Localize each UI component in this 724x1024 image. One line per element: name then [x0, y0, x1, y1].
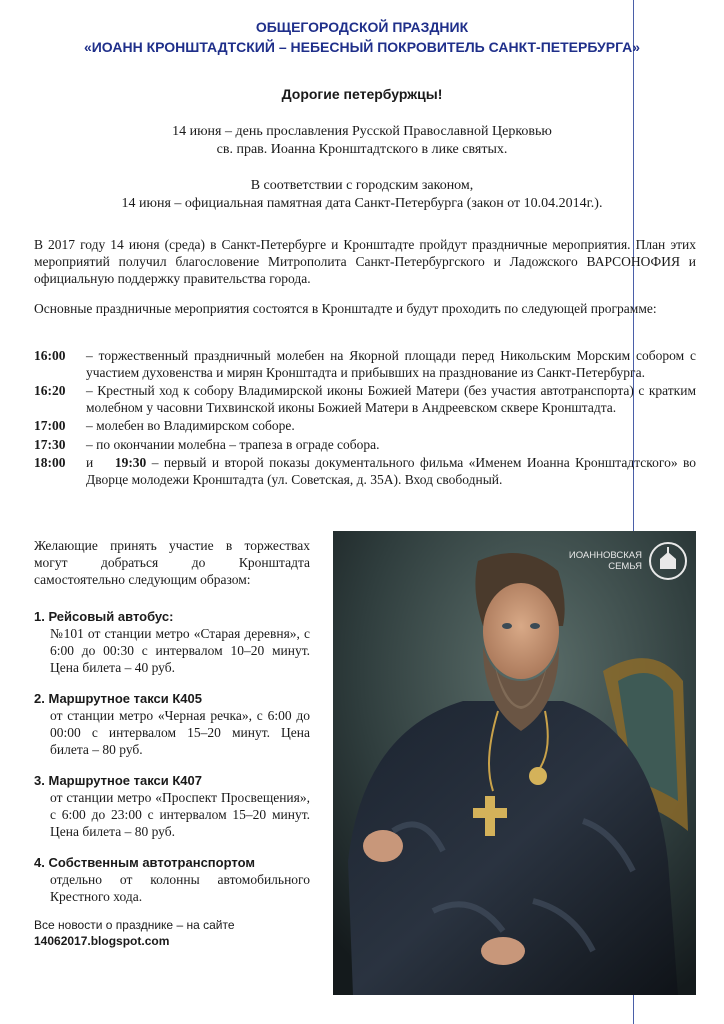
schedule-item: [34, 455, 696, 488]
schedule-time: 17:30: [34, 436, 66, 452]
schedule-item: [34, 437, 696, 454]
schedule-film-text: – первый и второй показы документального фильма «Именем Иоанна Кронштадтского» во Дворце молодежи Кронштадта (ул. Советская, д. 35А). Вход свободный.: [86, 455, 697, 487]
news-text: Все новости о празднике – на сайте: [34, 918, 235, 932]
schedule-text: – молебен во Владимирском соборе.: [86, 418, 295, 433]
schedule-item: [34, 348, 696, 381]
portrait-photo: [333, 531, 696, 995]
schedule-text: [86, 455, 696, 488]
schedule-and: и: [86, 455, 94, 470]
route-item: [34, 608, 310, 676]
route-item: [34, 772, 310, 840]
schedule-time-second: 19:30: [114, 455, 147, 470]
route-title: 3. Маршрутное такси К407: [34, 773, 202, 788]
route-item: [34, 854, 310, 905]
intro-line4: 14 июня – официальная памятная дата Санкт-Петербурга (закон от 10.04.2014г.).: [121, 196, 603, 211]
intro-line2: св. прав. Иоанна Кронштадтского в лике святых.: [216, 142, 508, 157]
portrait-illustration: [333, 531, 696, 995]
schedule-list: [34, 348, 696, 488]
paragraph-plan: В 2017 году 14 июня (среда) в Санкт-Петербурге и Кронштадте пройдут праздничные мероприятия. План этих мероприятий получил благословение Митрополита Санкт-Петербургского и Ладожского ВАРСОНОФИЯ и официальную поддержку правительства города.: [34, 237, 696, 286]
schedule-item: [34, 383, 696, 416]
route-item: [34, 690, 310, 758]
schedule-time: 17:00: [34, 418, 66, 433]
greeting: Дорогие петербуржцы!: [281, 86, 443, 102]
schedule-item: [34, 418, 696, 435]
intro-line3: В соответствии с городским законом,: [250, 178, 474, 193]
schedule-text: – торжественный праздничный молебен на Якорной площади перед Никольским Морским собором с участием духовенства и мирян Кронштадта и прибывших на празднование из Санкт-Петербурга.: [86, 348, 696, 380]
route-body: №101 от станции метро «Старая деревня», с 6:00 до 00:30 с интервалом 10–20 минут. Цена билета – 40 руб.: [50, 626, 310, 675]
schedule-time: 18:00: [34, 455, 66, 470]
travel-intro: Желающие принять участие в торжествах могут добраться до Кронштадта самостоятельно следующим образом:: [34, 538, 310, 587]
travel-section: [34, 537, 310, 949]
header-title-line2: «ИОАНН КРОНШТАДТСКИЙ – НЕБЕСНЫЙ ПОКРОВИТЕЛЬ САНКТ-ПЕТЕРБУРГА»: [83, 39, 641, 55]
logo-line1: ИОАННОВСКАЯ: [568, 550, 642, 561]
church-emblem-icon: [648, 541, 688, 581]
schedule-text: – по окончании молебна – трапеза в ограде собора.: [86, 436, 380, 452]
news-note: [34, 917, 310, 949]
route-body: от станции метро «Черная речка», с 6:00 до 00:00 с интервалом 15–20 минут. Цена билета – 80 руб.: [50, 708, 310, 757]
schedule-time: 16:20: [34, 383, 66, 398]
intro-line1: 14 июня – день прославления Русской Православной Церковью: [172, 124, 552, 139]
header-title-line1: ОБЩЕГОРОДСКОЙ ПРАЗДНИК: [255, 19, 469, 35]
news-site-link[interactable]: 14062017.blogspot.com: [34, 934, 170, 948]
logo-line2: СЕМЬЯ: [608, 561, 642, 572]
schedule-time: 16:00: [34, 348, 66, 363]
route-title: 2. Маршрутное такси К405: [34, 691, 202, 706]
photo-logo: [569, 541, 688, 581]
route-body: отдельно от колонны автомобильного Крестного хода.: [50, 872, 310, 904]
route-body: от станции метро «Проспект Просвещения», с 6:00 до 23:00 с интервалом 15–20 минут. Цена билета – 80 руб.: [50, 790, 310, 839]
schedule-text: – Крестный ход к собору Владимирской иконы Божией Матери (без участия автотранспорта) с кратким молебном у часовни Тихвинской иконы Божией Матери в Андреевском сквере Кронштадта.: [86, 383, 696, 415]
route-title: 1. Рейсовый автобус:: [34, 609, 174, 624]
route-title: 4. Собственным автотранспортом: [34, 855, 255, 870]
paragraph-program: Основные праздничные мероприятия состоятся в Кронштадте и будут проходить по следующей программе:: [34, 301, 657, 316]
